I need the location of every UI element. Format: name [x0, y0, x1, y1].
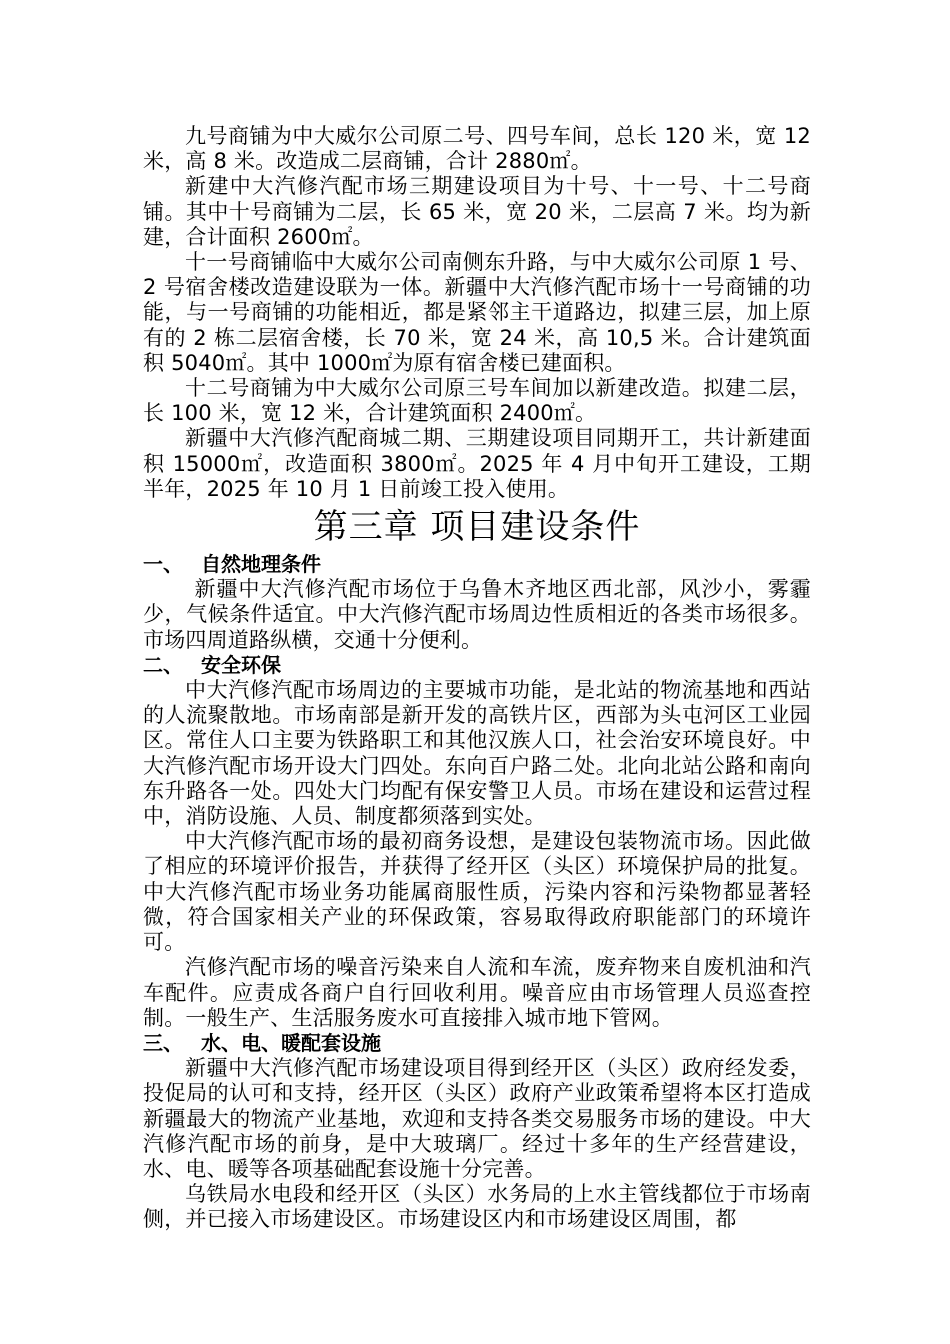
section-number: 一、: [143, 552, 183, 577]
paragraph: 乌铁局水电段和经开区（头区）水务局的上水主管线都位于市场南侧，并已接入市场建设区。市场建设区内和市场建设区周围，都: [143, 1182, 811, 1232]
paragraph: 中大汽修汽配市场的最初商务设想，是建设包装物流市场。因此做了相应的环境评价报告，并获得了经开区（头区）环境保护局的批复。中大汽修汽配市场业务功能属商服性质，污染内容和污染物都显著轻微，符合国家相关产业的环保政策，容易取得政府职能部门的环境许可。: [143, 829, 811, 955]
paragraph: 汽修汽配市场的噪音污染来自人流和车流，废弃物来自废机油和汽车配件。应责成各商户自行回收利用。噪音应由市场管理人员巡查控制。一般生产、生活服务废水可直接排入城市地下管网。: [143, 955, 811, 1030]
section-heading: [143, 552, 811, 577]
section-number: 二、: [143, 652, 183, 677]
paragraph: 十一号商铺临中大威尔公司南侧东升路，与中大威尔公司原 1 号、2 号宿舍楼改造建设联为一体。新疆中大汽修汽配市场十一号商铺的功能，与一号商铺的功能相近，都是紧邻主干道路边，拟建三层，加上原有的 2 栋二层宿舍楼，长 70 米，宽 24 米，高 10,5 米。合计建筑面积 5040㎡。其中 1000㎡为原有宿舍楼已建面积。: [143, 250, 811, 375]
section-title: 自然地理条件: [201, 552, 321, 577]
chapter-title: 第三章 项目建设条件: [313, 507, 641, 548]
paragraph: 新疆中大汽修汽配商城二期、三期建设项目同期开工，共计新建面积 15000㎡，改造面积 3800㎡。2025 年 4 月中旬开工建设，工期半年，2025 年 10 月 1 日前竣工投入使用。: [143, 426, 811, 501]
section-heading: [143, 653, 811, 678]
paragraph: 十二号商铺为中大威尔公司原三号车间加以新建改造。拟建二层，长 100 米，宽 12 米，合计建筑面积 2400㎡。: [143, 376, 811, 426]
paragraph: 中大汽修汽配市场周边的主要城市功能，是北站的物流基地和西站的人流聚散地。市场南部是新开发的高铁片区，西部为头屯河区工业园区。常住人口主要为铁路职工和其他汉族人口，社会治安环境良好。中大汽修汽配市场开设大门四处。东向百户路二处。北向北站公路和南向东升路各一处。四处大门均配有保安警卫人员。市场在建设和运营过程中，消防设施、人员、制度都须落到实处。: [143, 678, 811, 829]
section-number: 三、: [143, 1030, 183, 1055]
section-title: 安全环保: [201, 652, 281, 677]
section-title: 水、电、暖配套设施: [201, 1030, 381, 1055]
paragraph: 新疆中大汽修汽配市场建设项目得到经开区（头区）政府经发委，投促局的认可和支持，经开区（头区）政府产业政策希望将本区打造成新疆最大的物流产业基地，欢迎和支持各类交易服务市场的建设。中大汽修汽配市场的前身，是中大玻璃厂。经过十多年的生产经营建设，水、电、暖等各项基础配套设施十分完善。: [143, 1056, 811, 1181]
paragraph: 九号商铺为中大威尔公司原二号、四号车间，总长 120 米，宽 12 米，高 8 米。改造成二层商铺，合计 2880㎡。: [143, 124, 811, 174]
paragraph: 新建中大汽修汽配市场三期建设项目为十号、十一号、十二号商铺。其中十号商铺为二层，长 65 米，宽 20 米，二层高 7 米。均为新建，合计面积 2600㎡。: [143, 174, 811, 249]
paragraph: 新疆中大汽修汽配市场位于乌鲁木齐地区西北部，风沙小，雾霾少，气候条件适宜。中大汽修汽配市场周边性质相近的各类市场很多。市场四周道路纵横，交通十分便利。: [143, 577, 811, 652]
section-heading: [143, 1031, 811, 1056]
document-page: [143, 124, 811, 1233]
